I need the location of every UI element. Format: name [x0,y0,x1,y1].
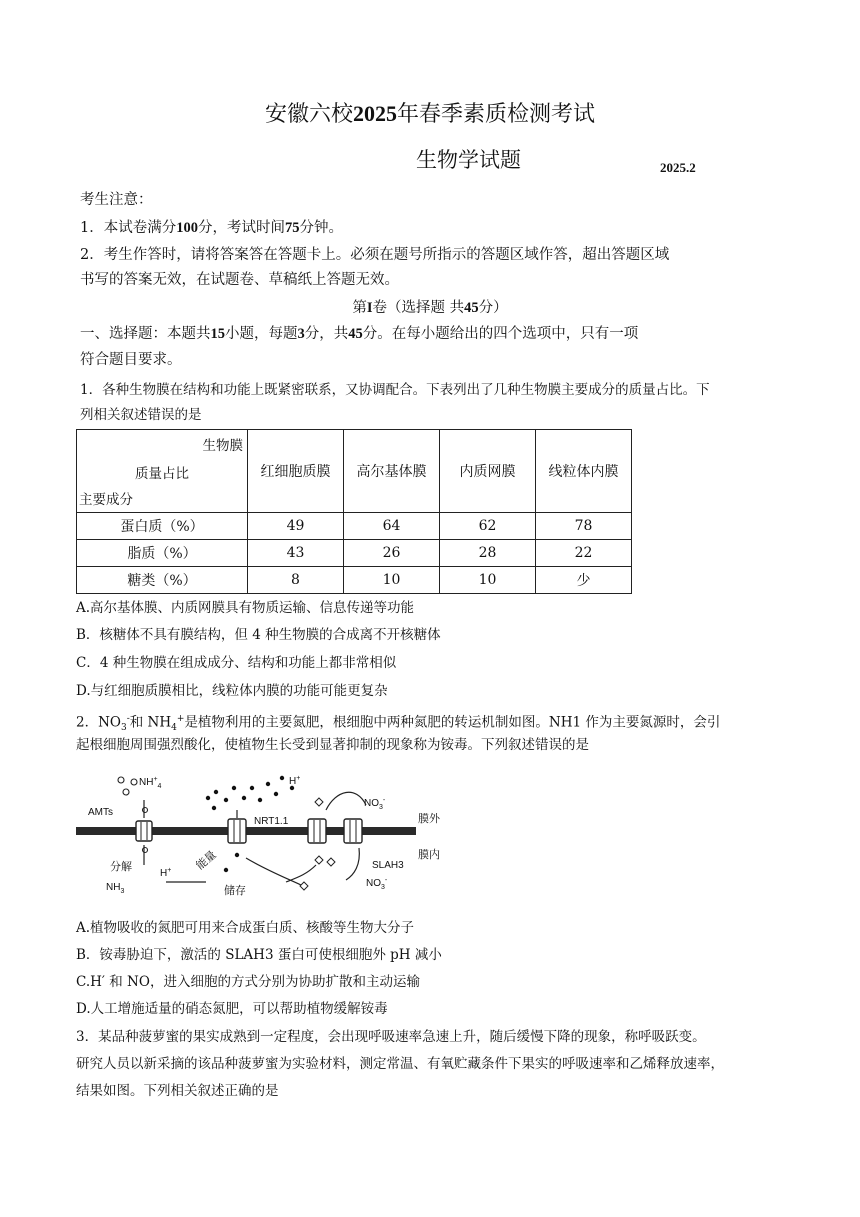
q3-stem-line1: 3．某品种菠萝蜜的果实成熟到一定程度，会出现呼吸速率急速上升，随后缓慢下降的现象，称呼吸跃变。 [76,1029,706,1045]
table-cell: 64 [344,513,440,540]
subject-title: 生物学试题 [416,148,521,172]
notice-item-2-line2: 书写的答案无效，在试题卷、草稿纸上答题无效。 [80,272,399,288]
svg-text:膜内: 膜内 [418,849,440,861]
svg-text:能量: 能量 [194,848,219,873]
q2-stem-line1: 2．$NO_3^-$和 $NH_4^+$是植物利用的主要氮肥，根细胞中两种氮肥的转运机制如图。NH1 作为主要氮源时，会引 [76,714,721,734]
q1-option-c: C．4 种生物膜在组成成分、结构和功能上都非常相似 [76,655,397,671]
svg-text:H+: H+ [160,867,172,879]
notice-heading: 考生注意： [80,192,153,208]
svg-text:NRT1.1: NRT1.1 [254,816,289,827]
table-col-header: 内质网膜 [440,430,536,513]
section-instructions-line2: 符合题目要求。 [80,352,182,368]
nrt-transporter-a [228,819,246,843]
svg-text:AMTs: AMTs [88,807,113,818]
q2-option-d: D.人工增施适量的硝态氮肥，可以帮助植物缓解铵毒 [76,1001,388,1017]
notice-item-1: 1．本试卷满分100分，考试时间75分钟。 [80,220,343,236]
exam-date: 2025.2 [660,160,696,175]
svg-text:分解: 分解 [110,861,132,873]
svg-text:H+: H+ [289,775,301,787]
svg-text:NO3-: $NO_3^-$ [364,797,386,811]
q3-stem-line2: 研究人员以新采摘的该品种菠萝蜜为实验材料，测定常温、有氧贮藏条件下果实的呼吸速率和乙烯释放速率， [76,1056,724,1072]
amts-transporter [136,821,152,841]
q2-option-b: B．铵毒胁迫下，激活的 SLAH3 蛋白可使根细胞外 pH 减小 [76,947,442,963]
table-cell: 78 [536,513,632,540]
table-col-header: 红细胞质膜 [248,430,344,513]
corner-label-membrane: 生物膜 [202,438,243,454]
corner-label-component: 主要成分 [79,492,133,508]
table-cell: 8 [248,567,344,594]
section-instructions: 一、选择题：本题共15小题，每题3分，共45分。在每小题给出的四个选项中，只有一项 [80,326,639,342]
q1-option-b: B．核糖体不具有膜结构，但 4 种生物膜的合成离不开核糖体 [76,627,441,643]
table-cell: 22 [536,540,632,567]
q1-option-a: A.高尔基体膜、内质网膜具有物质运输、信息传递等功能 [76,600,415,616]
table-cell: 26 [344,540,440,567]
table-cell: 43 [248,540,344,567]
svg-text:NH3: $NH_3$ [106,882,125,895]
svg-text:SLAH3: SLAH3 [372,860,404,871]
exam-title: 安徽六校2025年春季素质检测考试 [264,101,596,127]
table-row [77,540,632,567]
table-cell: 10 [344,567,440,594]
q2-option-c: C.H′ 和 NO，进入细胞的方式分别为协助扩散和主动运输 [76,974,420,990]
q3-stem-line3: 结果如图。下列相关叙述正确的是 [76,1083,279,1099]
table-cell: 62 [440,513,536,540]
table-cell: 28 [440,540,536,567]
q2-option-a: A.植物吸收的氮肥可用来合成蛋白质、核酸等生物大分子 [76,920,415,936]
slah3-transporter [344,819,362,843]
table-cell: 10 [440,567,536,594]
q1-stem-line1: 1．各种生物膜在结构和功能上既紧密联系，又协调配合。下表列出了几种生物膜主要成分的质量占比。下 [80,382,710,398]
q1-option-d: D.与红细胞质膜相比，线粒体内膜的功能可能更复杂 [76,683,388,699]
table-col-header: 高尔基体膜 [344,430,440,513]
corner-label-mass-ratio: 质量占比 [135,466,189,482]
svg-text:NO3-: $NO_3^-$ [366,877,388,891]
table-corner-header [77,430,248,513]
table-row-label: 蛋白质（%） [77,513,248,540]
section-title: 第I卷（选择题 共45分） [352,300,508,316]
svg-text:储存: 储存 [224,885,246,897]
table-row-label: 脂质（%） [77,540,248,567]
q2-stem-line2: 起根细胞周围强烈酸化，使植物生长受到显著抑制的现象称为铵毒。下列叙述错误的是 [76,737,589,753]
nrt-transporter-b [308,819,326,843]
q1-stem-line2: 列相关叙述错误的是 [80,407,202,423]
table-cell: 49 [248,513,344,540]
table-row [77,567,632,594]
svg-text:膜外: 膜外 [418,813,440,825]
membrane-composition-table [76,429,632,594]
table-cell: 少 [536,567,632,594]
table-col-header: 线粒体内膜 [536,430,632,513]
notice-item-2-line1: 2．考生作答时，请将答案答在答题卡上。必须在题号所指示的答题区域作答，超出答题区域 [80,247,670,263]
nitrogen-transport-figure [76,770,456,910]
table-row [77,513,632,540]
svg-text:NH+4: $NH^+_4$ [139,776,162,790]
table-row-label: 糖类（%） [77,567,248,594]
